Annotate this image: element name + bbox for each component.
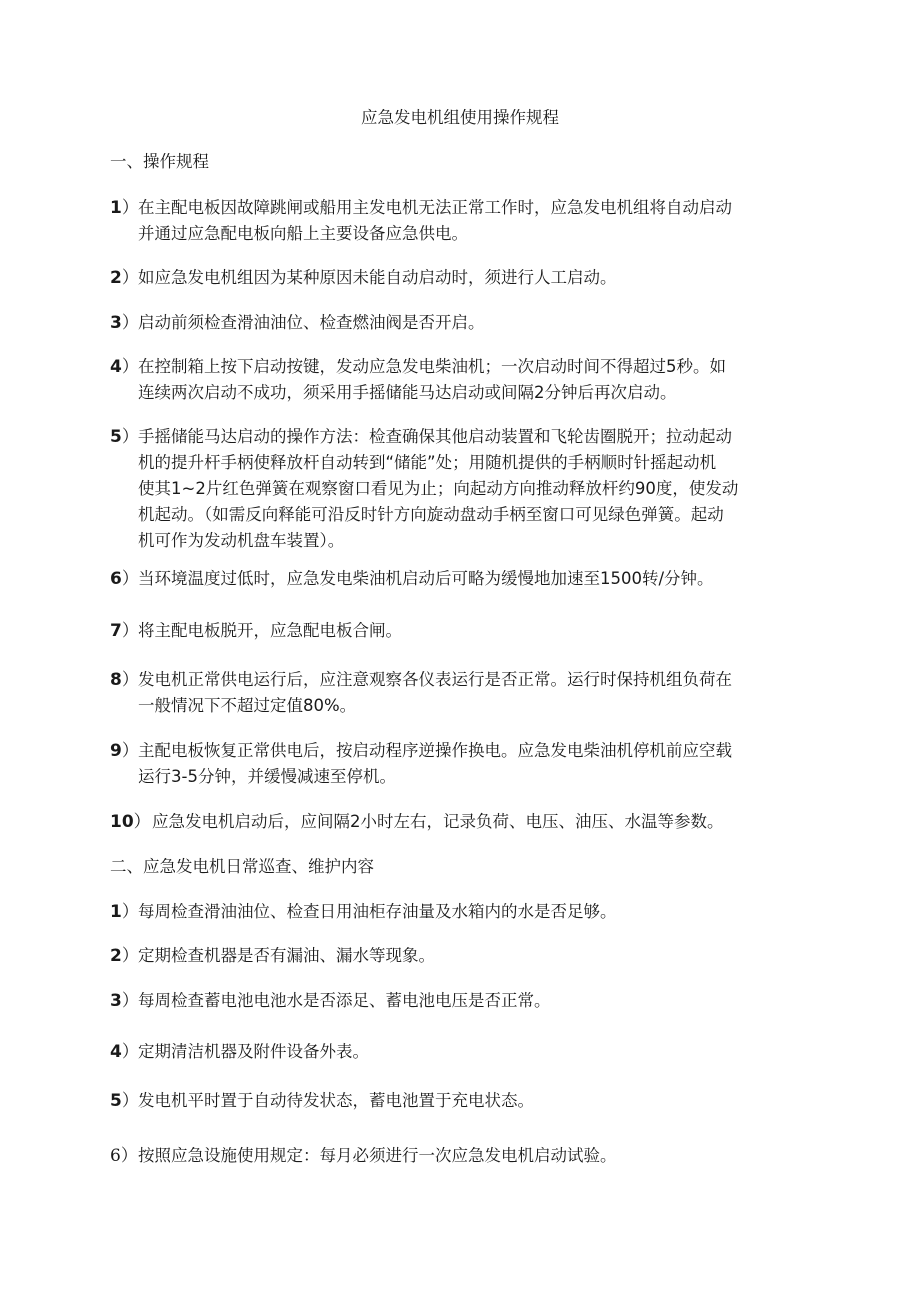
procedure-item-2 [110, 265, 822, 291]
section-1-heading: 一、操作规程 [110, 152, 209, 171]
maintenance-item-3 [110, 988, 822, 1014]
item-text: 在主配电板因故障跳闸或船用主发电机无法正常工作时，应急发电机组将自动启动 并通过应急配电板向船上主要设备应急供电。 [138, 198, 732, 243]
procedure-item-5 [110, 424, 822, 554]
item-number: 6） [110, 569, 139, 589]
item-text: 每周检查滑油油位、检查日用油柜存油量及水箱内的水是否足够。 [138, 902, 617, 921]
procedure-item-1 [110, 195, 822, 247]
maintenance-item-5 [110, 1088, 822, 1114]
item-number: 3） [110, 313, 139, 333]
item-number: 5） [110, 1091, 139, 1111]
item-number: 2） [110, 946, 139, 966]
maintenance-item-4 [110, 1039, 822, 1065]
item-number: 4） [110, 1042, 139, 1062]
item-number: 1） [110, 198, 139, 218]
item-number: 8） [110, 670, 139, 690]
item-number: 6） [110, 1146, 138, 1166]
item-text: 定期清洁机器及附件设备外表。 [138, 1042, 369, 1061]
item-text: 应急发电机启动后，应间隔2小时左右，记录负荷、电压、油压、水温等参数。 [152, 812, 724, 831]
document-title: 应急发电机组使用操作规程 [361, 108, 559, 127]
item-number: 5） [110, 427, 139, 447]
procedure-item-7 [110, 618, 822, 644]
item-text: 手摇储能马达启动的操作方法：检查确保其他启动装置和飞轮齿圈脱开；拉动起动 机的提升杆手柄使释放杆自动转到“储能”处；用随机提供的手柄顺时针摇起动机 使其1~2片红色弹簧在观察窗口看见为止；向起动方向推动释放杆约90度，使发动 机起动。（如需反向释能可沿反时针方向旋动盘动手柄至窗口可见绿色弹簧。起动 机可作为发动机盘车装置）。 [138, 427, 739, 550]
procedure-item-10 [110, 809, 822, 835]
procedure-item-9 [110, 738, 822, 790]
item-text: 按照应急设施使用规定：每月必须进行一次应急发电机启动试验。 [138, 1146, 617, 1165]
item-number: 10） [110, 812, 151, 832]
item-text: 将主配电板脱开，应急配电板合闸。 [138, 621, 402, 640]
maintenance-item-6 [110, 1143, 822, 1169]
item-text: 发电机平时置于自动待发状态，蓄电池置于充电状态。 [138, 1091, 534, 1110]
item-text: 当环境温度过低时，应急发电柴油机启动后可略为缓慢地加速至1500转/分钟。 [138, 569, 714, 588]
item-text: 启动前须检查滑油油位、检查燃油阀是否开启。 [138, 313, 485, 332]
maintenance-item-2 [110, 943, 822, 969]
procedure-item-4 [110, 354, 822, 406]
item-text: 如应急发电机组因为某种原因未能自动启动时，须进行人工启动。 [138, 268, 617, 287]
item-text: 定期检查机器是否有漏油、漏水等现象。 [138, 946, 435, 965]
item-number: 4） [110, 357, 139, 377]
procedure-item-3 [110, 310, 822, 336]
maintenance-item-1 [110, 899, 822, 925]
item-text: 每周检查蓄电池电池水是否添足、蓄电池电压是否正常。 [138, 991, 551, 1010]
item-text: 在控制箱上按下启动按键，发动应急发电柴油机；一次启动时间不得超过5秒。如 连续两次启动不成功，须采用手摇储能马达启动或间隔2分钟后再次启动。 [138, 357, 726, 402]
item-text: 发电机正常供电运行后，应注意观察各仪表运行是否正常。运行时保持机组负荷在 一般情况下不超过定值80%。 [138, 670, 732, 715]
item-number: 1） [110, 902, 139, 922]
procedure-item-6 [110, 566, 822, 592]
item-number: 9） [110, 741, 139, 761]
item-number: 7） [110, 621, 139, 641]
item-number: 2） [110, 268, 139, 288]
procedure-item-8 [110, 667, 822, 719]
item-number: 3） [110, 991, 139, 1011]
section-2-heading: 二、应急发电机日常巡查、维护内容 [110, 857, 374, 876]
item-text: 主配电板恢复正常供电后，按启动程序逆操作换电。应急发电柴油机停机前应空载 运行3-5分钟，并缓慢减速至停机。 [138, 741, 732, 786]
